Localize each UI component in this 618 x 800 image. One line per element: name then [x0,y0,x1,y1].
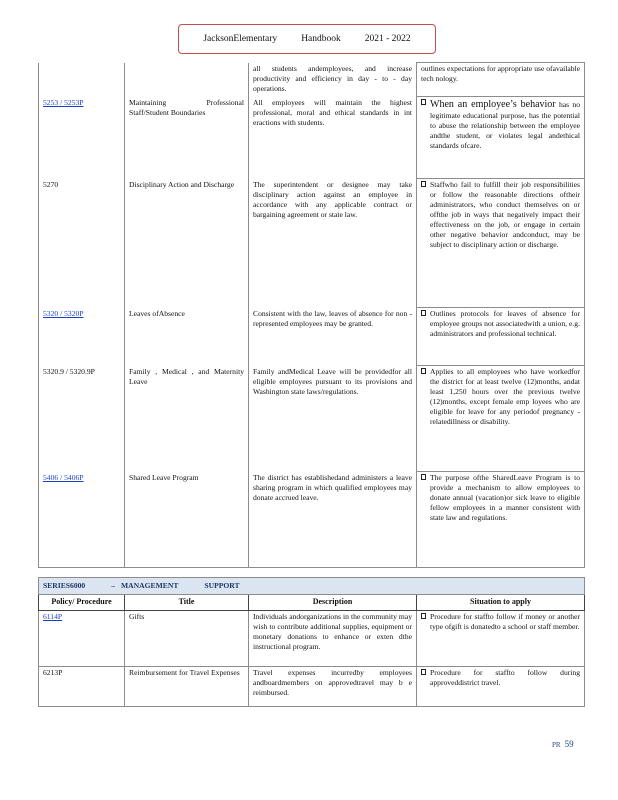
col-description: Description [249,595,417,611]
description-cell: Individuals andorganizations in the community may wish to contribute additional supplies, equipment or monetary donations to enhance or exten dthe instructional program. [249,610,417,666]
policy-table [38,62,585,707]
description-cell: The district has establishedand administers a leave sharing program in which qualified employees may donate accrued leave. [249,472,417,568]
title-cell: Gifts [125,610,249,666]
table-row [39,179,585,308]
description-cell: Family andMedical Leave will be providedfor all eligible employees pursuant to its provisions and Washington state laws/regulations. [249,366,417,472]
description-cell: The superintendent or designee may take disciplinary action against an employee in accordance with any applicable contract or bargaining agreement or state law. [249,179,417,308]
table-row [39,472,585,568]
checkbox-icon [421,99,426,105]
header-doc: Handbook [301,34,341,44]
situation-cell: The purpose ofthe SharedLeave Program is to provide a mechanism to allow employees to donate annual (vacation)or sick leave to eligible fellow employees in a manner consistent with state law and regulations. [417,472,585,568]
series-header: SERIES6000 – MANAGEMENT SUPPORT [39,578,585,595]
description-cell: Travel expenses incurredby employees andboardmembers on approvedtravel may b e reimbursed. [249,666,417,706]
table-row [39,666,585,706]
situation-cell: Outlines protocols for leaves of absence for employee groups not associatedwith a union, e.g. administrators and professional technical. [417,308,585,366]
checkbox-icon [421,181,426,187]
policy-link-5406[interactable]: 5406 / 5406P [43,472,84,482]
checkbox-icon [421,368,426,374]
description-cell: Consistent with the law, leaves of absence for non -represented employees may be granted. [249,308,417,366]
policy-link-5253[interactable]: 5253 / 5253P [43,97,84,107]
description-cell: all students andemployees, and increase productivity and efficiency in day - to - day operations. [249,63,417,97]
title-cell: Shared Leave Program [125,472,249,568]
title-cell: Family , Medical , and Maternity Leave [125,366,249,472]
title-cell: Leaves ofAbsence [125,308,249,366]
col-situation: Situation to apply [417,595,585,611]
table-row [39,610,585,666]
checkbox-icon [421,474,426,480]
page-header [178,24,436,54]
page-number: PR 59 [552,739,574,749]
title-cell: Disciplinary Action and Discharge [125,179,249,308]
header-year: 2021 - 2022 [364,34,411,44]
situation-cell: When an employee’s behavior has no legitimate educational purpose, has the potential to abuse the relationship between the employee andthe student, or violates legal andethical standards ofcare. [417,97,585,179]
col-policy: Policy/ Procedure [39,595,125,611]
table-row [39,308,585,366]
policy-code-cell [39,63,125,97]
situation-cell: Applies to all employees who have workedfor the district for at least twelve (12)months, andat least 1,250 hours over the previous twelve (12)months, except female emp loyees who are eligible for leave for any periodof pregnancy -relatedillness or disability. [417,366,585,472]
description-cell: All employees will maintain the highest professional, moral and ethical standards in int eractions with students. [249,97,417,179]
table-row [39,366,585,472]
title-cell: Maintaining Professional Staff/Student Boundaries [125,97,249,179]
checkbox-icon [421,310,426,316]
checkbox-icon [421,669,426,675]
table-row [39,97,585,179]
policy-code: 5270 [39,179,125,308]
header-school: JacksonElementary [203,34,278,44]
policy-code: 5320.9 / 5320.9P [39,366,125,472]
situation-cell: Procedure for staffto follow during approveddistrict travel. [417,666,585,706]
policy-link-6114[interactable]: 6114P [43,611,63,621]
policy-code: 6213P [39,666,125,706]
situation-cell: Procedure for staffto follow if money or another type ofgift is donatedto a school or staff member. [417,610,585,666]
checkbox-icon [421,613,426,619]
column-headers [39,595,585,611]
col-title: Title [125,595,249,611]
policy-link-5320[interactable]: 5320 / 5320P [43,308,84,318]
situation-cell: outlines expectations for appropriate use ofavailable tech nology. [417,63,585,97]
title-cell [125,63,249,97]
table-row [39,63,585,97]
situation-cell: Staffwho fail to fulfill their job responsibilities or follow the reasonable directions oftheir administrators, who conduct themselves on or offthe job in ways that negatively impact their effectiveness on the job, or engage in certain other negative behavior andconduct, may be subject to disciplinary action or discharge. [417,179,585,308]
title-cell: Reimbursement for Travel Expenses [125,666,249,706]
